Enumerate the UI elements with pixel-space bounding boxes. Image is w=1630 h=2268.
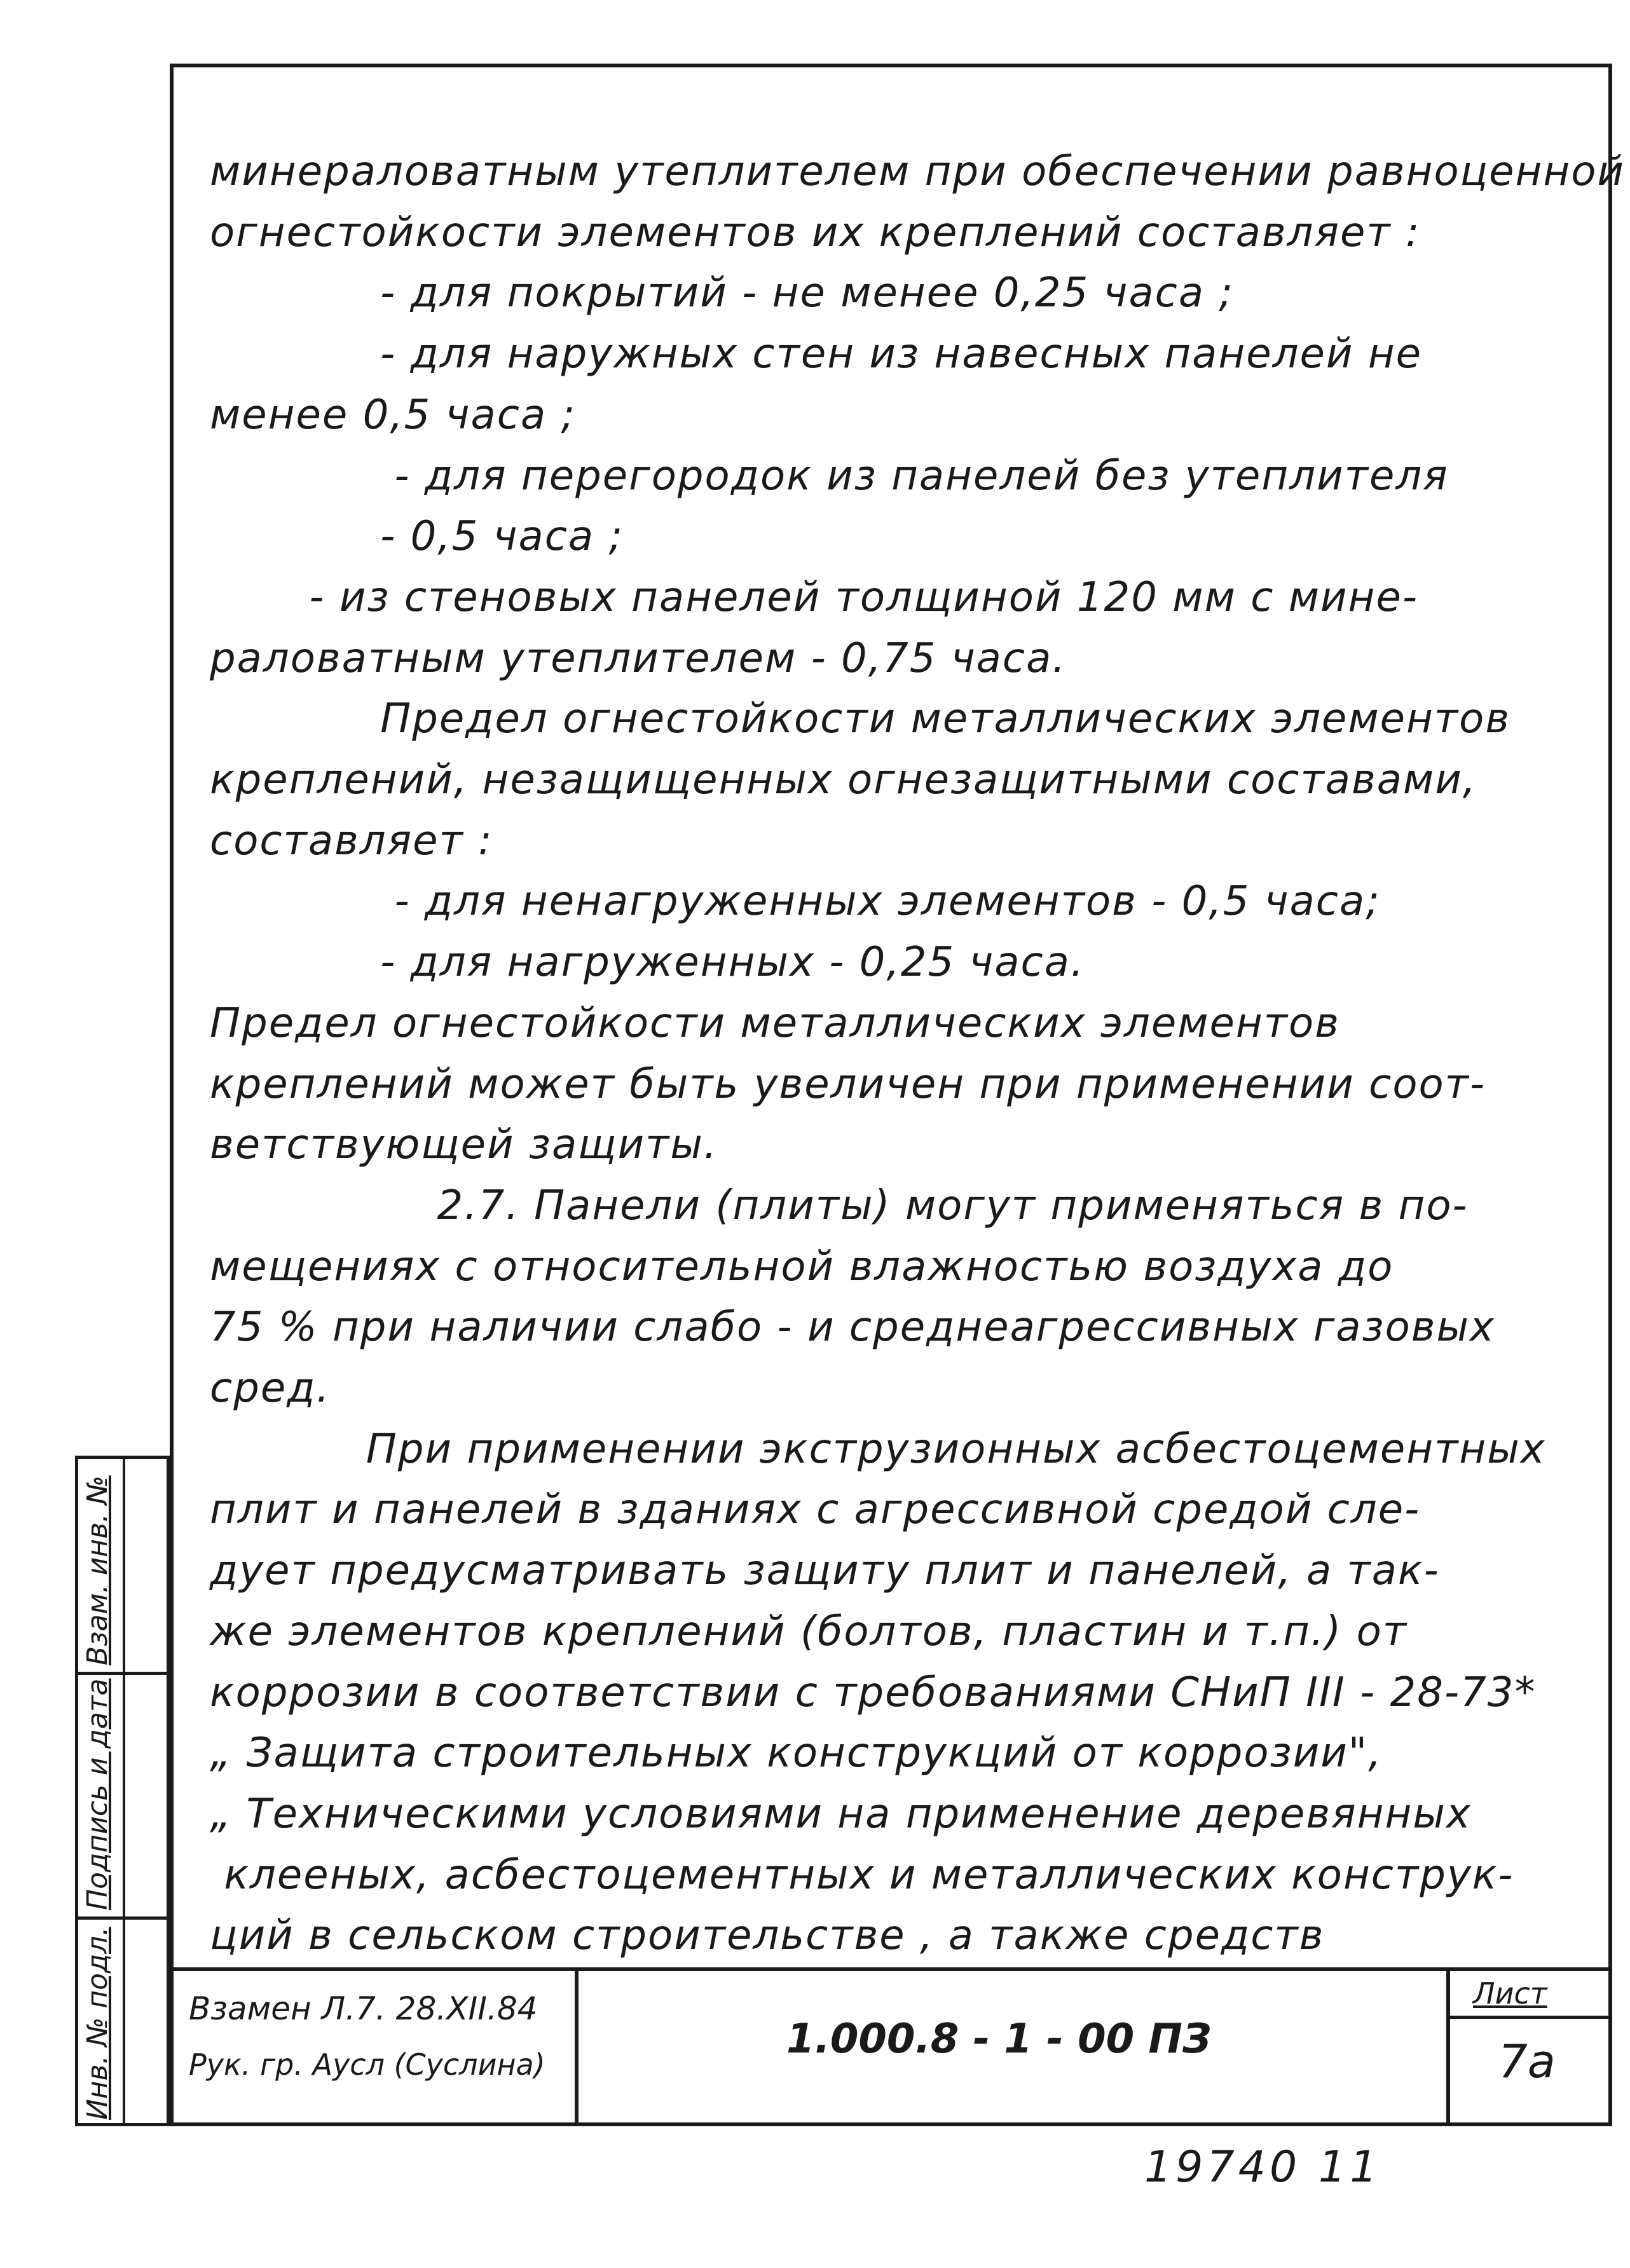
title-block-divider bbox=[1446, 1971, 1450, 2126]
body-text-line: - для нагруженных - 0,25 часа. bbox=[210, 939, 1085, 987]
replace-note: Взамен Л.7. 28.XII.84 bbox=[189, 1990, 538, 2027]
document-code: 1.000.8 - 1 - 00 ПЗ bbox=[786, 2016, 1212, 2063]
body-text-line: ций в сельском строительстве , а также средств bbox=[210, 1912, 1325, 1960]
side-stamp-divider bbox=[75, 1672, 170, 1675]
title-block bbox=[170, 1967, 1612, 2126]
group-lead: Рук. гр. Аусл (Суслина) bbox=[189, 2047, 545, 2082]
body-text-line: 2.7. Панели (плиты) могут применяться в по- bbox=[210, 1182, 1469, 1229]
body-text-line: - для наружных стен из навесных панелей не bbox=[210, 331, 1423, 378]
body-text-line: креплений может быть увеличен при применении соот- bbox=[210, 1060, 1486, 1108]
body-text-line: При применении экструзионных асбестоцементных bbox=[210, 1425, 1546, 1473]
body-text-line: Предел огнестойкости металлических элементов bbox=[210, 695, 1511, 743]
footer-number: 19740 11 bbox=[1144, 2142, 1381, 2192]
body-text-line: составляет : bbox=[210, 817, 493, 864]
body-text-line: раловатным утеплителем - 0,75 часа. bbox=[210, 634, 1067, 682]
body-text-line: - для перегородок из панелей без утеплителя bbox=[210, 452, 1449, 500]
body-text-line: дует предусматривать защиту плит и панелей, а так- bbox=[210, 1547, 1440, 1595]
side-stamp-divider bbox=[75, 1916, 170, 1920]
body-text-line: ветствующей защиты. bbox=[210, 1121, 718, 1169]
body-text-line: минераловатным утеплителем при обеспечении равноценной bbox=[210, 148, 1625, 195]
body-text-line: же элементов креплений (болтов, пластин и т.п.) от bbox=[210, 1608, 1407, 1655]
body-text-line: 75 % при наличии слабо - и среднеагрессивных газовых bbox=[210, 1304, 1495, 1351]
body-text-line: „ Техническими условиями на применение деревянных bbox=[210, 1790, 1472, 1838]
body-text-line: - 0,5 часа ; bbox=[210, 513, 624, 561]
body-text-line: клееных, асбестоцементных и металлических конструк- bbox=[210, 1851, 1514, 1899]
body-text-line: - из стеновых панелей толщиной 120 мм с мине- bbox=[210, 573, 1418, 621]
title-block-divider bbox=[1446, 2016, 1608, 2019]
body-text-line: коррозии в соответствии с требованиями СНиП III - 28-73* bbox=[210, 1669, 1537, 1716]
body-text-line: Предел огнестойкости металлических элементов bbox=[210, 999, 1340, 1047]
title-block-divider bbox=[575, 1971, 579, 2126]
body-text-line: мещениях с относительной влажностью воздуха до bbox=[210, 1243, 1394, 1290]
sheet-number: 7а bbox=[1498, 2035, 1556, 2088]
body-text-line: менее 0,5 часа ; bbox=[210, 391, 577, 439]
body-text-line: - для покрытий - не менее 0,25 часа ; bbox=[210, 270, 1234, 317]
vzam-inv-label: Взам. инв. № bbox=[81, 1475, 114, 1665]
podpis-data-label: Подпись и дата bbox=[81, 1678, 114, 1910]
body-text-line: - для ненагруженных элементов - 0,5 часа; bbox=[210, 878, 1381, 926]
sheet-label: Лист bbox=[1473, 1976, 1547, 2011]
body-text-line: креплений, незащищенных огнезащитными составами, bbox=[210, 756, 1477, 803]
body-text-line: плит и панелей в зданиях с агрессивной средой сле- bbox=[210, 1486, 1421, 1534]
body-text-line: огнестойкости элементов их креплений составляет : bbox=[210, 208, 1421, 256]
inv-podl-label: Инв. № подл. bbox=[81, 1927, 114, 2120]
body-text-line: „ Защита строительных конструкций от коррозии", bbox=[210, 1730, 1383, 1777]
body-text-line: сред. bbox=[210, 1365, 331, 1412]
